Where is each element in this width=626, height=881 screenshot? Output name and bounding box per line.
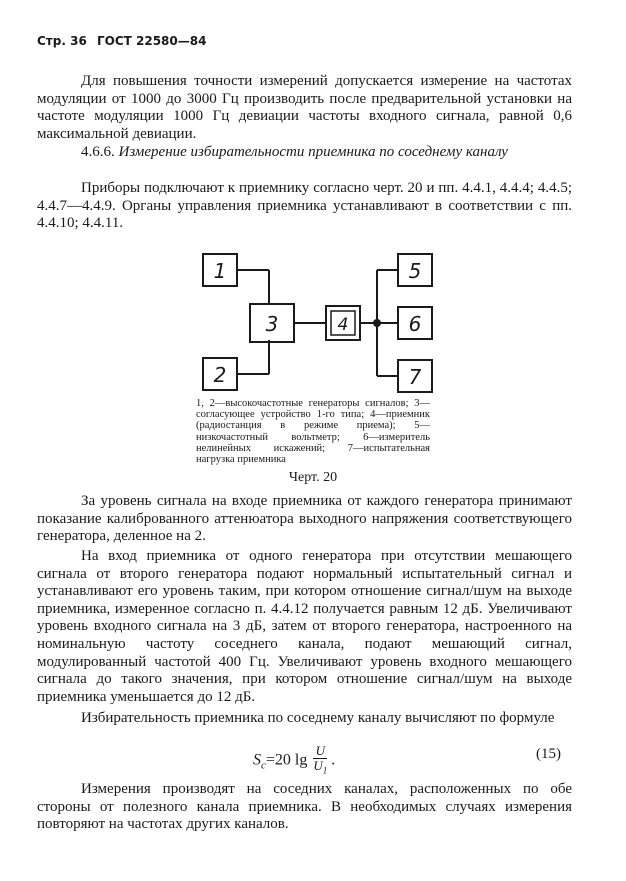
paragraph-4: На вход приемника от одного генератора при отсутствии мешающего сигнала от второго генератора подают нормальный испытательный сигнал и устанавливают его уровень таким, при котором отношение сигнал/шум на выходе приемника, измеренное согласно п. 4.4.12 получается равным 12 дБ. Увеличивают уровень входного сигнала на 3 дБ, затем от второго генератора, настроенного на номинальную частоту соседнего канала, подают мешающий сигнал, модулированный частотой 400 Гц. Увеличивают уровень входного мешающего сигнала до такого значения, при котором отношение сигнал/шум на выходе приемника уменьшается до 12 дБ. xyxy=(37,548,572,705)
formula-fraction xyxy=(313,744,327,778)
page-number: Стр. 36 xyxy=(37,34,87,48)
formula-lhs: S xyxy=(253,751,261,769)
box-1-label: 1 xyxy=(213,259,227,283)
formula-tail: . xyxy=(331,751,336,769)
section-title: Измерение избирательности приемника по соседнему каналу xyxy=(118,144,508,160)
box-6-label: 6 xyxy=(408,312,422,336)
formula-subscript: c xyxy=(261,759,266,772)
box-5-label: 5 xyxy=(408,259,422,283)
box-7-label: 7 xyxy=(408,365,422,389)
formula-eq: =20 lg xyxy=(265,751,308,769)
paragraph-2: Приборы подключают к приемнику согласно черт. 20 и пп. 4.4.1, 4.4.4; 4.4.5; 4.4.7—4.4.9. Органы управления приемника устанавливают в соответствии с пп. 4.4.10; 4.4.11. xyxy=(37,180,572,232)
formula-numerator: U xyxy=(313,744,327,759)
paragraph-3: За уровень сигнала на входе приемника от каждого генератора принимают показание калиброванного аттенюатора выходного напряжения соответствующего генератора, деленное на 2. xyxy=(37,493,572,545)
formula-15 xyxy=(253,744,335,778)
standard-code: ГОСТ 22580—84 xyxy=(96,34,207,48)
paragraph-1: Для повышения точности измерений допускается измерение на частотах модуляции от 1000 до 3000 Гц производить после предварительной установки на частоте модуляции 1000 Гц девиации частоты входного сигнала, равной 0,6 максимальной девиации. xyxy=(37,73,572,142)
junction-dot xyxy=(373,319,381,327)
paragraph-5: Избирательность приемника по соседнему каналу вычисляют по формуле xyxy=(81,710,555,726)
box-3-label: 3 xyxy=(265,312,279,336)
formula-denominator: $U_1$ xyxy=(313,758,328,776)
figure-title: Черт. 20 xyxy=(288,470,338,485)
equation-number: (15) xyxy=(536,746,561,762)
diagram-caption: 1, 2—высокочастотные генераторы сигналов; 3—согласующее устройство 1-го типа; 4—приемник (радиостанция в режиме приема); 5—низкочастотный вольтметр; 6—измеритель нелинейных искажений; 7—испытательная нагрузка приемника xyxy=(196,398,430,466)
paragraph-6: Измерения производят на соседних каналах, расположенных по обе стороны от полезного канала приемника. В необходимых случаях измерения повторяют на частотах других каналов. xyxy=(37,781,572,833)
box-2-label: 2 xyxy=(213,363,227,387)
section-number: 4.6.6. xyxy=(81,144,115,160)
box-4-label: 4 xyxy=(337,315,349,335)
